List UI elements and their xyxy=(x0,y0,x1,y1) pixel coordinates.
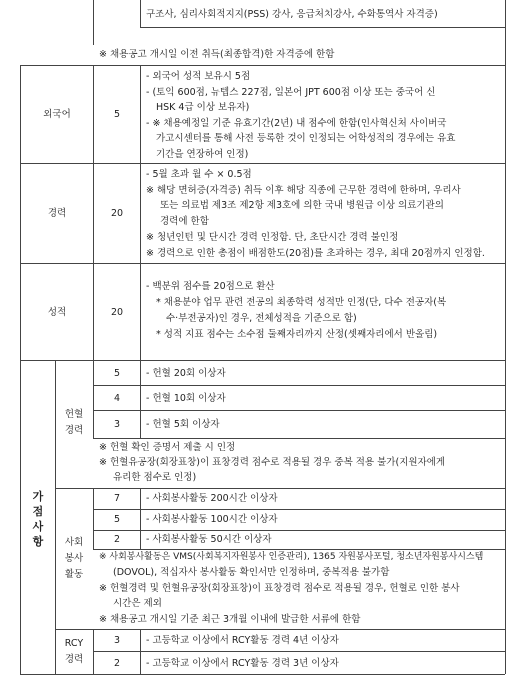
volunteer-row-text: - 사회봉사활동 50시간 이상자 xyxy=(146,534,272,545)
career-label: 경력 xyxy=(47,208,67,219)
rcy-label: RCY xyxy=(64,638,84,649)
grade-line: * 성적 지표 점수는 소수점 둘째자리까지 산정(셋째자리에서 반올림) xyxy=(156,329,438,340)
foreign-line: 기간을 연장하여 인정) xyxy=(156,149,249,160)
row-line xyxy=(93,385,505,386)
col-line xyxy=(140,629,141,674)
row-line xyxy=(55,488,505,489)
volunteer-note: ※ 채용공고 개시일 기준 최근 3개월 이내에 발급한 서류에 한함 xyxy=(99,614,361,625)
foreign-line: - (토익 600점, 뉴텝스 227점, 일본어 JPT 600점 이상 또는 중국어 신 xyxy=(146,87,436,98)
career-line: 경력에 한함 xyxy=(160,216,209,227)
rcy-row-text: - 고등학교 이상에서 RCY활동 경력 4년 이상자 xyxy=(146,635,339,646)
bonus-label-char: 사 xyxy=(32,520,44,533)
blood-row-score: 4 xyxy=(113,393,121,404)
blood-note: 유리한 점수로 인정) xyxy=(113,472,197,483)
volunteer-row-score: 2 xyxy=(113,534,121,545)
career-score: 20 xyxy=(110,208,124,219)
row-line xyxy=(93,530,505,531)
bonus-label-char: 항 xyxy=(32,535,44,548)
row-line xyxy=(93,549,505,550)
certificate-note: ※ 채용공고 개시일 이전 취득(최종합격)한 자격증에 한함 xyxy=(99,49,335,60)
volunteer-label: 봉사 xyxy=(64,553,84,564)
col-line xyxy=(140,65,141,360)
rcy-row-score: 3 xyxy=(113,635,121,646)
rcy-label: 경력 xyxy=(64,654,84,665)
career-line: 또는 의료법 제3조 제2항 제3호에 의한 국내 병원급 이상 의료기관의 xyxy=(160,200,444,211)
col-line xyxy=(20,65,21,674)
col-line xyxy=(140,488,141,549)
grade-label: 성적 xyxy=(47,307,67,318)
certificate-list-continued: 구조사, 심리사회적지지(PSS) 강사, 응급처치강사, 수화통역사 자격증) xyxy=(146,9,438,20)
row-line xyxy=(55,629,505,630)
col-line xyxy=(93,65,94,360)
bonus-label-char: 점 xyxy=(32,505,44,518)
blood-note: ※ 헌혈유공장(회장표창)이 표창경력 점수로 적용될 경우 중복 적용 불가(지원자에게 xyxy=(99,457,446,468)
col-line xyxy=(140,360,141,438)
foreign-line: - ※ 채용예정일 기준 유효기간(2년) 내 점수에 한함(인사혁신처 사이버국 xyxy=(146,118,447,129)
foreign-language-score: 5 xyxy=(113,109,121,120)
grade-line: 수·부전공자)인 경우, 전체성적을 기준으로 함) xyxy=(166,313,357,324)
volunteer-note: 시간은 제외 xyxy=(113,598,162,609)
rcy-row-text: - 고등학교 이상에서 RCY활동 경력 3년 이상자 xyxy=(146,658,339,669)
col-line xyxy=(93,360,94,438)
volunteer-row-text: - 사회봉사활동 200시간 이상자 xyxy=(146,493,278,504)
row-line xyxy=(20,674,505,675)
volunteer-row-text: - 사회봉사활동 100시간 이상자 xyxy=(146,514,278,525)
blood-row-text: - 헌혈 10회 이상자 xyxy=(146,393,226,404)
volunteer-note: ※ 사회봉사활동은 VMS(사회복지자원봉사 인증관리), 1365 자원봉사포털, 청소년자원봉사시스템 xyxy=(99,552,484,562)
volunteer-row-score: 5 xyxy=(113,514,121,525)
blood-donation-label: 경력 xyxy=(64,425,84,436)
foreign-line: HSK 4급 이상 보유자) xyxy=(156,102,250,113)
row-line xyxy=(93,410,505,411)
volunteer-label: 사회 xyxy=(64,537,84,548)
col-line xyxy=(140,0,141,27)
blood-row-score: 3 xyxy=(113,419,121,430)
blood-note: ※ 헌혈 확인 증명서 제출 시 인정 xyxy=(99,442,236,453)
col-line xyxy=(93,629,94,674)
volunteer-row-score: 7 xyxy=(113,493,121,504)
col-line xyxy=(55,360,56,674)
rcy-row-score: 2 xyxy=(113,658,121,669)
career-line: ※ 해당 면허증(자격증) 취득 이후 해당 직종에 근무한 경력에 한하며, 우리사 xyxy=(146,185,461,196)
row-line xyxy=(93,509,505,510)
volunteer-note: (DOVOL), 적십자사 봉사활동 확인서만 인정하며, 중복적용 불가함 xyxy=(113,567,390,578)
blood-row-score: 5 xyxy=(113,368,121,379)
row-line xyxy=(93,438,505,439)
volunteer-label: 활동 xyxy=(64,569,84,580)
foreign-line: - 외국어 성적 보유시 5점 xyxy=(146,71,251,82)
col-line xyxy=(505,0,506,674)
row-line xyxy=(93,651,505,652)
grade-line: - 백분위 점수를 20점으로 환산 xyxy=(146,281,275,292)
career-line: ※ 청년인턴 및 단시간 경력 인정함. 단, 초단시간 경력 불인정 xyxy=(146,232,399,243)
row-line xyxy=(140,27,505,28)
col-line xyxy=(93,0,94,45)
career-line: - 5월 초과 월 수 × 0.5점 xyxy=(146,169,252,180)
blood-row-text: - 헌혈 20회 이상자 xyxy=(146,368,226,379)
col-line xyxy=(93,488,94,549)
foreign-line: 가고시센터를 통해 사전 등록한 것이 인정되는 어학성적의 경우에는 유효 xyxy=(156,133,456,144)
bonus-label-char: 가 xyxy=(32,490,44,503)
grade-line: * 채용분야 업무 관련 전공의 최종학력 성적만 인정(단, 다수 전공자(복 xyxy=(156,297,447,308)
blood-donation-label: 헌혈 xyxy=(64,409,84,420)
grade-score: 20 xyxy=(110,307,124,318)
foreign-language-label: 외국어 xyxy=(43,109,71,120)
career-line: ※ 경력으로 인한 총점이 배점한도(20점)를 초과하는 경우, 최대 20점까지 인정함. xyxy=(146,248,485,259)
blood-row-text: - 헌혈 5회 이상자 xyxy=(146,419,220,430)
volunteer-note: ※ 헌혈경력 및 헌혈유공장(회장표창)이 표창경력 점수로 적용될 경우, 헌혈로 인한 봉사 xyxy=(99,583,460,594)
